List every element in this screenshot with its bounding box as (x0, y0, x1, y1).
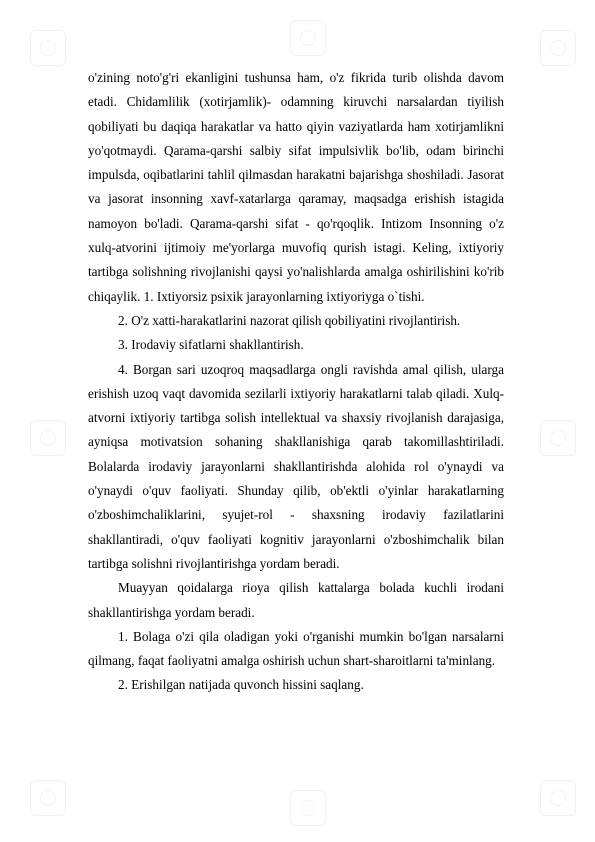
paragraph: 1. Bolaga o'zi qila oladigan yoki o'rganishi mumkin bo'lgan narsalarni qilmang, faqat faoliyatni amalga oshirish uchun shart-sharoitlarni ta'minlang. (88, 628, 504, 669)
watermark-mark (290, 790, 326, 826)
watermark-mark (290, 20, 326, 56)
watermark-mark (30, 780, 66, 816)
paragraph: Muayyan qoidalarga rioya qilish kattalarga bolada kuchli irodani shakllantirishga yordam beradi. (88, 580, 504, 620)
watermark-mark (30, 420, 66, 456)
watermark-mark (30, 30, 66, 66)
paragraph: o'zining noto'g'ri ekanligini tushunsa ham, o'z fikrida turib olishda davom etadi. Chidamlilik (xotirjamlik)- odamning kiruvchi narsalardan tiyilish qobiliyati bu daqiqa harakatlar va hatto qiyin vaziyatlarda ham xotirjamlikni yo'qotmaydi. Qarama-qarshi salbiy sifat impulsivlik bo'lib, odam birinchi impulsda, oqibatlarini tahlil qilmasdan harakatni bajarishga shoshiladi. Jasorat va jasorat insonning xavf-xatarlarga qaramay, maqsadga erishish istagida namoyon bo'ladi. Qarama-qarshi sifat - qo'rqoqlik. Intizom Insonning o'z xulq-atvorini ijtimoiy me'yorlarga muvofiq qurish istagi. Keling, ixtiyoriy tartibga solishning rivojlanishi qaysi yo'nalishlarda amalga oshirilishini ko'rib chiqaylik. 1. Ixtiyorsiz psixik jarayonlarning ixtiyoriyga o`tishi. (88, 70, 504, 304)
paragraph: 4. Borgan sari uzoqroq maqsadlarga ongli ravishda amal qilish, ularga erishish uzoq vaqt davomida sezilarli ixtiyoriy harakatlarni talab qiladi. Xulq-atvorni ixtiyoriy tartibga solish intellektual va shaxsiy rivojlanish darajasiga, ayniqsa motivatsion sohaning shakllanishiga qarab takomillashtiriladi. Bolalarda irodaviy jarayonlarni shakllantirishda alohida rol o'ynaydi va o'ynaydi o'quv faoliyati. Shunday qilib, ob'ektli o'yinlar harakatlarning o'zboshimchaliklarini, syujet-rol - shaxsning irodaviy fazilatlarini shakllantiradi, o'quv faoliyati kognitiv jarayonlarni o'zboshimchalik bilan tartibga solishni rivojlantirishga yordam beradi. (88, 361, 504, 571)
watermark-mark (540, 780, 576, 816)
watermark-mark (540, 420, 576, 456)
paragraph: 2. O'z xatti-harakatlarini nazorat qilish qobiliyatini rivojlantirish. (118, 312, 461, 328)
paragraph: 3. Irodaviy sifatlarni shakllantirish. (118, 337, 304, 353)
document-body (88, 66, 504, 698)
paragraph: 2. Erishilgan natijada quvonch hissini saqlang. (118, 677, 364, 693)
watermark-mark (540, 30, 576, 66)
